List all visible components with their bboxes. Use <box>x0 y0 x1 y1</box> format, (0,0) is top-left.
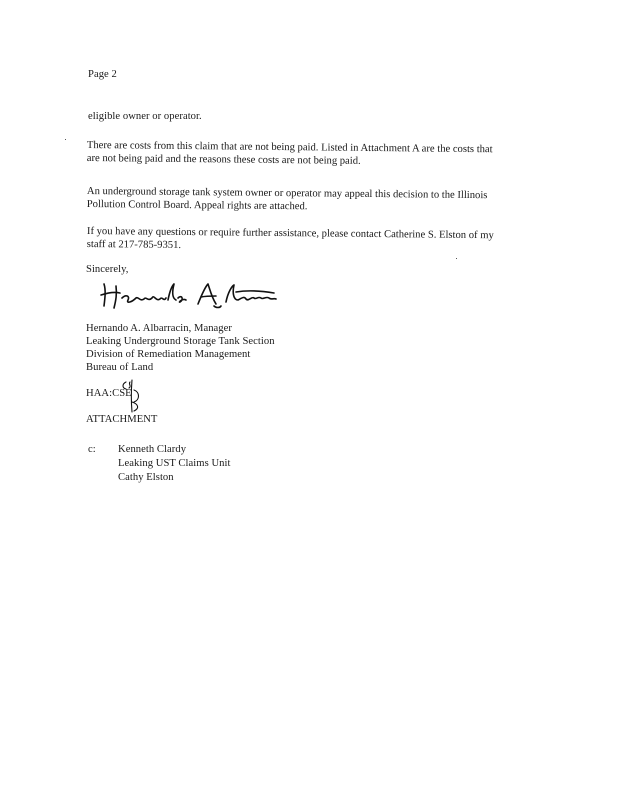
cc-recipient: Cathy Elston <box>118 472 174 483</box>
reference-initials: HAA:CSE <box>86 388 132 399</box>
costs-line-1: There are costs from this claim that are not being paid. Listed in Attachment A are the costs that <box>86 140 493 156</box>
continuation-text: eligible owner or operator. <box>88 111 202 122</box>
signer-bureau: Bureau of Land <box>86 362 154 373</box>
attachment-label: ATTACHMENT <box>86 414 158 425</box>
scan-speck <box>456 258 457 259</box>
costs-line-2: are not being paid and the reasons these costs are not being paid. <box>86 152 361 167</box>
signer-section: Leaking Underground Storage Tank Section <box>86 336 275 347</box>
signer-division: Division of Remediation Management <box>86 349 251 360</box>
scan-speck <box>65 139 66 140</box>
page-number: Page 2 <box>88 69 117 80</box>
closing-salutation: Sincerely, <box>86 264 129 275</box>
appeal-line-2: Pollution Control Board. Appeal rights are attached. <box>86 198 308 212</box>
appeal-line-1: An underground storage tank system owner or operator may appeal this decision to the Illinois <box>86 186 488 202</box>
handwritten-initials <box>118 378 144 414</box>
contact-paragraph <box>87 226 494 255</box>
costs-paragraph <box>87 140 493 169</box>
cc-recipient: Leaking UST Claims Unit <box>118 458 231 469</box>
appeal-paragraph <box>87 186 488 215</box>
cc-recipient: Kenneth Clardy <box>118 444 187 455</box>
contact-line-1: If you have any questions or require further assistance, please contact Catherine S. Elston of my <box>86 226 494 242</box>
contact-line-2: staff at 217-785-9351. <box>86 238 182 251</box>
cc-label: c: <box>88 444 96 455</box>
handwritten-signature <box>98 278 278 312</box>
signer-name-title: Hernando A. Albarracin, Manager <box>86 323 232 334</box>
